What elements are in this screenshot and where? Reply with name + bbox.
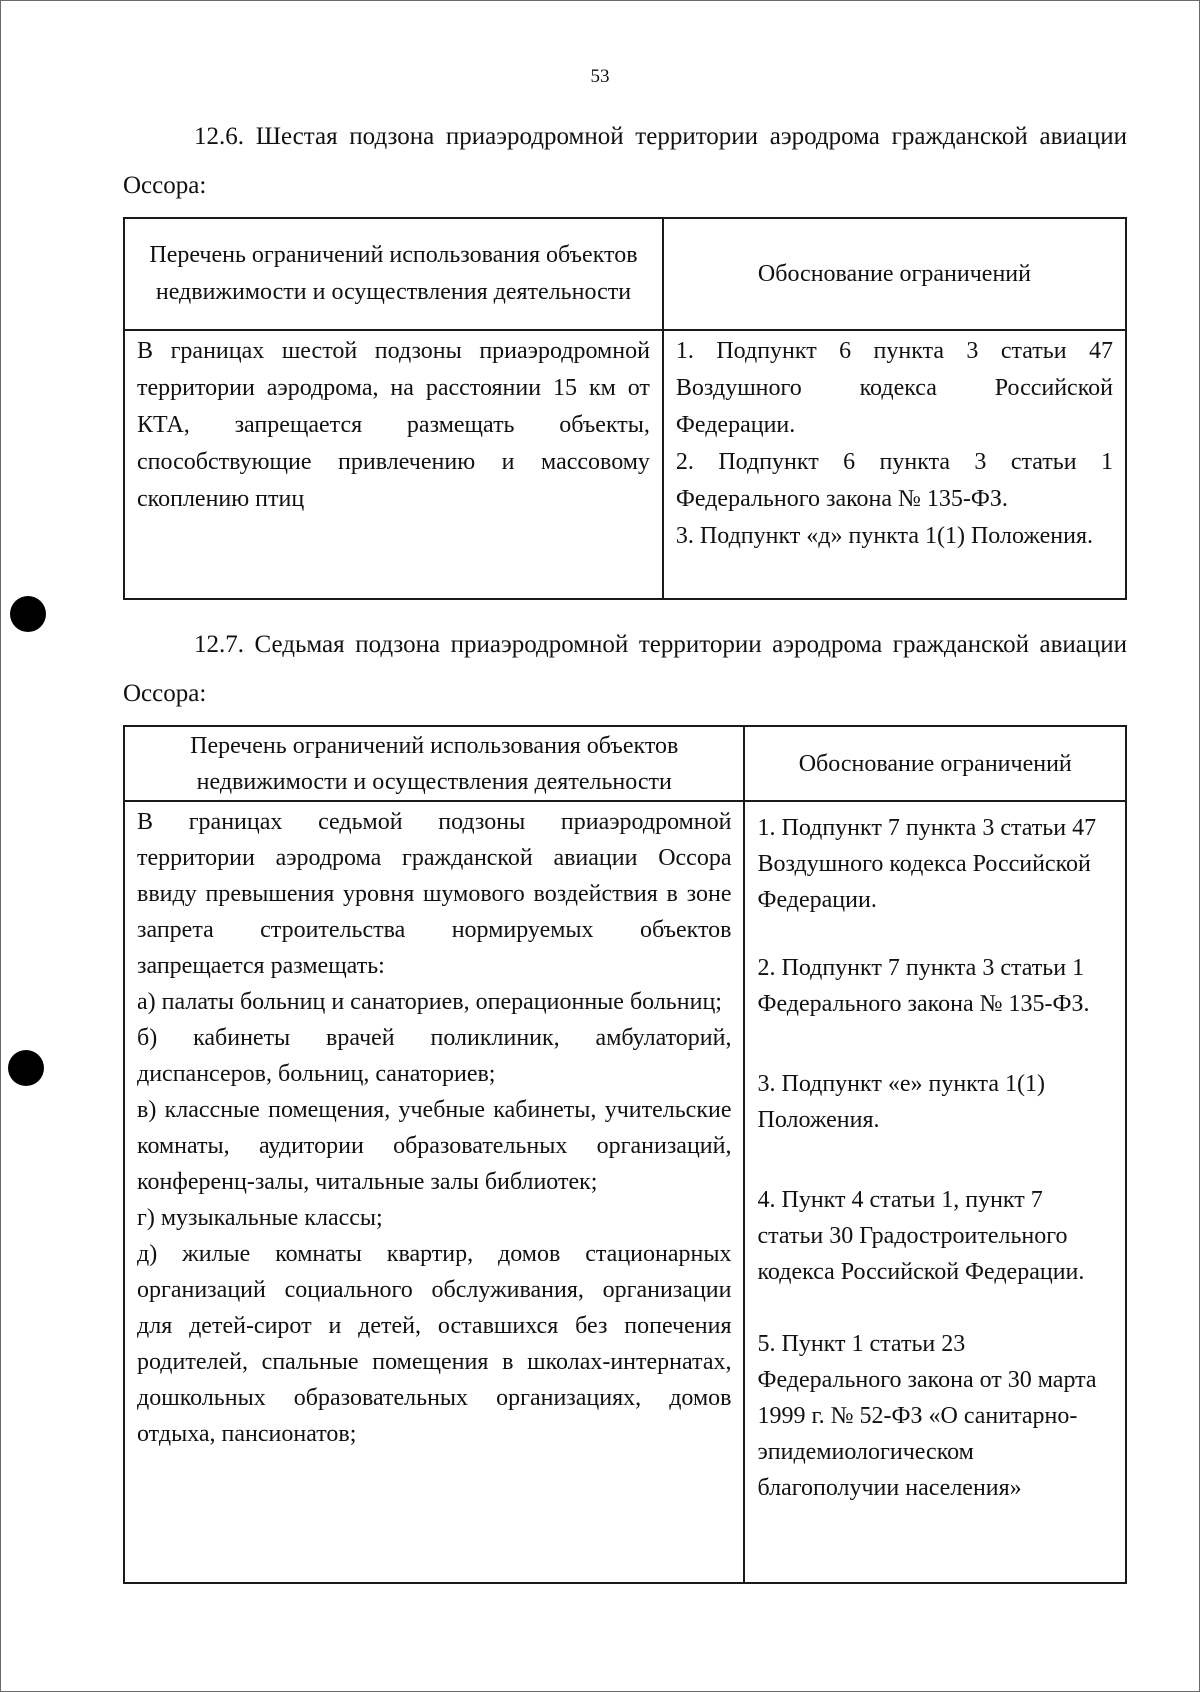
- table-header-row: [124, 726, 1126, 801]
- page-number: 53: [590, 66, 610, 87]
- restriction-item: г) музыкальные классы;: [137, 1205, 383, 1231]
- basis-cell: [744, 801, 1126, 1583]
- punch-hole-mark: [10, 596, 46, 632]
- restriction-intro: В границах седьмой подзоны приаэродромной территории аэродрома гражданской авиации Оссора ввиду превышения уровня шумового воздействия в зоне запрета строительства нормируемых объектов запрещается размещать:: [137, 809, 732, 979]
- table-row: [124, 330, 1126, 599]
- restriction-item: б) кабинеты врачей поликлиник, амбулаторий, диспансеров, больниц, санаториев;: [137, 1025, 732, 1087]
- subzone-6-restrictions-table: [123, 217, 1127, 600]
- header-basis: Обоснование ограничений: [744, 726, 1126, 801]
- restriction-cell: [124, 330, 663, 599]
- restriction-cell: [124, 801, 744, 1583]
- punch-hole-mark: [8, 1050, 44, 1086]
- basis-item: 3. Подпункт «д» пункта 1(1) Положения.: [675, 523, 1093, 549]
- basis-item: 2. Подпункт 6 пункта 3 статьи 1 Федерального закона № 135-ФЗ.: [675, 449, 1113, 512]
- basis-item: 3. Подпункт «е» пункта 1(1) Положения.: [757, 1071, 1045, 1133]
- header-restrictions: Перечень ограничений использования объектов недвижимости и осуществления деятельности: [124, 218, 663, 330]
- basis-item: 2. Подпункт 7 пункта 3 статьи 1 Федерального закона № 135-ФЗ.: [757, 955, 1090, 1017]
- basis-cell: [663, 330, 1126, 599]
- basis-item: 1. Подпункт 7 пункта 3 статьи 47 Воздушного кодекса Российской Федерации.: [757, 815, 1097, 913]
- basis-item: 4. Пункт 4 статьи 1, пункт 7 статьи 30 Градостроительного кодекса Российской Федерации.: [757, 1187, 1085, 1285]
- subzone-7-restrictions-table: [123, 725, 1127, 1584]
- restriction-text: В границах шестой подзоны приаэродромной территории аэродрома, на расстоянии 15 км от КТА, запрещается размещать объекты, способствующие привлечению и массовому скоплению птиц: [137, 338, 650, 512]
- restriction-item: а) палаты больниц и санаториев, операционные больниц;: [137, 989, 722, 1015]
- basis-item: 5. Пункт 1 статьи 23 Федерального закона от 30 марта 1999 г. № 52-ФЗ «О санитарно-эпидемиологическом благополучии населения»: [757, 1331, 1097, 1501]
- header-basis: Обоснование ограничений: [663, 218, 1126, 330]
- section-12-6-heading: 12.6. Шестая подзона приаэродромной территории аэродрома гражданской авиации Оссора:: [123, 123, 1127, 199]
- section-12-7-heading: 12.7. Седьмая подзона приаэродромной территории аэродрома гражданской авиации Оссора:: [123, 631, 1127, 707]
- restriction-item: в) классные помещения, учебные кабинеты, учительские комнаты, аудитории образовательных организаций, конференц-залы, читальные залы библиотек;: [137, 1097, 732, 1195]
- restriction-item: д) жилые комнаты квартир, домов стационарных организаций социального обслуживания, организации для детей-сирот и детей, оставшихся без попечения родителей, спальные помещения в школах-интернатах, дошкольных образовательных организациях, домов отдыха, пансионатов;: [137, 1241, 732, 1447]
- table-header-row: [124, 218, 1126, 330]
- table-row: [124, 801, 1126, 1583]
- header-restrictions: Перечень ограничений использования объектов недвижимости и осуществления деятельности: [124, 726, 744, 801]
- basis-item: 1. Подпункт 6 пункта 3 статьи 47 Воздушного кодекса Российской Федерации.: [675, 338, 1113, 438]
